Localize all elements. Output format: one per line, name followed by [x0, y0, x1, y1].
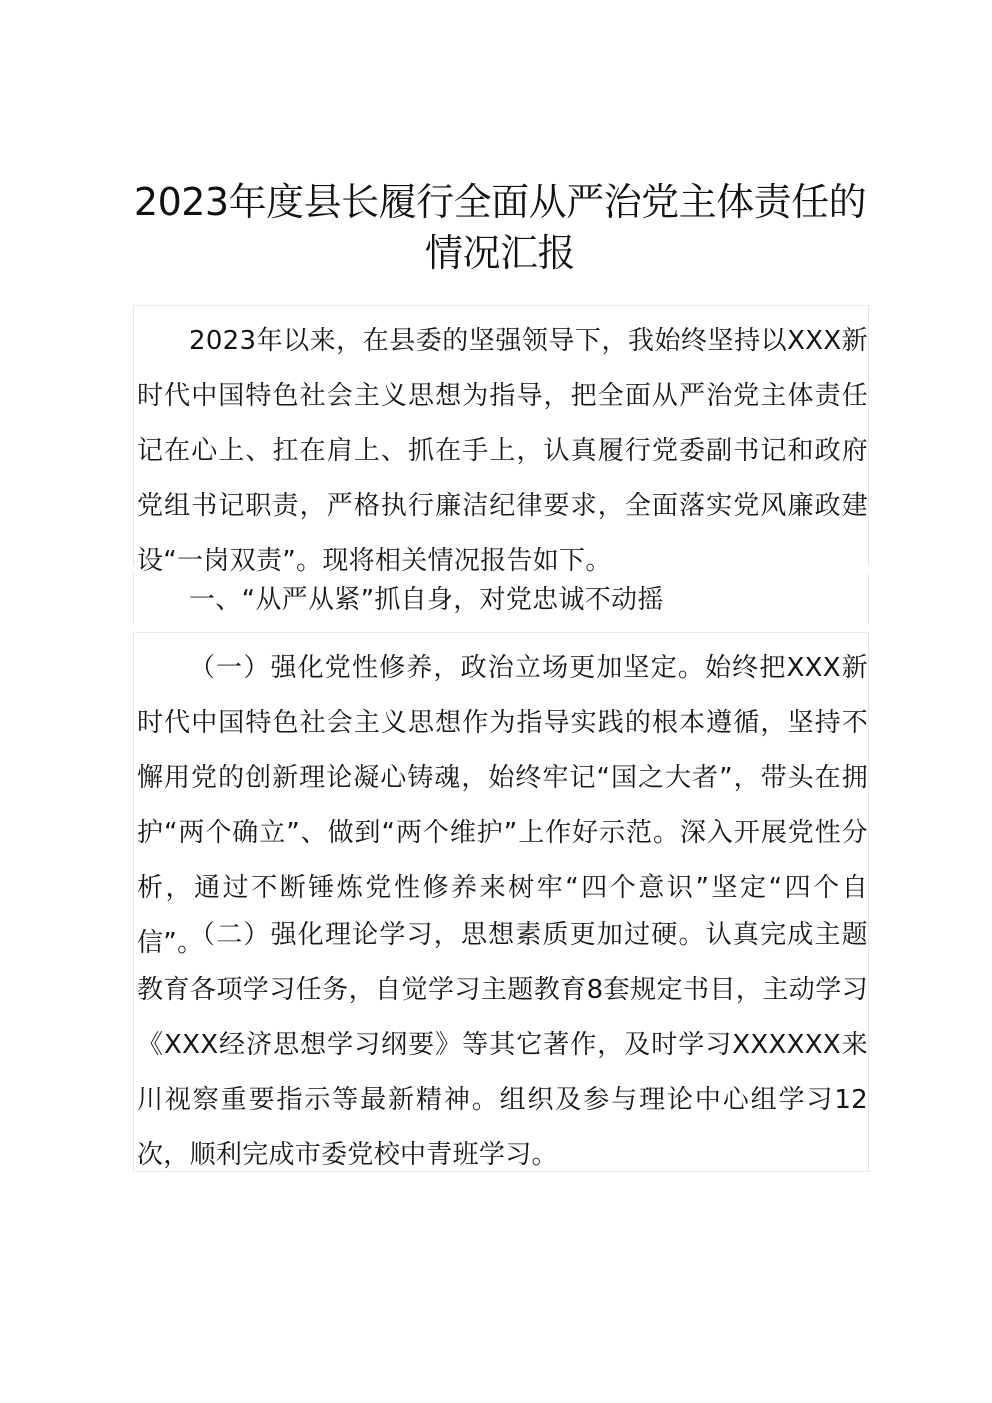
- document-title-line-1: 2023年度县长履行全面从严治党主体责任的: [133, 180, 867, 224]
- section-1-item-2-block: [133, 900, 869, 1172]
- intro-paragraph: 2023年以来，在县委的坚强领导下，我始终坚持以XXX新时代中国特色社会主义思想为指导，把全面从严治党主体责任记在心上、扛在肩上、抓在手上，认真履行党委副书记和政府党组书记职责，严格执行廉洁纪律要求，全面落实党风廉政建设“一岗双责”。现将相关情况报告如下。: [137, 326, 868, 576]
- section-1-heading: 一、“从严从紧”抓自身，对党忠诚不动摇: [189, 585, 664, 615]
- section-1-item-2-paragraph: （二）强化理论学习，思想素质更加过硬。认真完成主题教育各项学习任务，自觉学习主题教育8套规定书目，主动学习《XXX经济思想学习纲要》等其它著作，及时学习XXXXXX来川视察重要指示等最新精神。组织及参与理论中心组学习12次，顺利完成市委党校中青班学习。: [137, 920, 868, 1170]
- section-1-item-1-paragraph: （一）强化党性修养，政治立场更加坚定。始终把XXX新时代中国特色社会主义思想作为指导实践的根本遵循，坚持不懈用党的创新理论凝心铸魂，始终牢记“国之大者”，带头在拥护“两个确立”、做到“两个维护”上作好示范。深入开展党性分析，通过不断锤炼党性修养来树牢“四个意识”坚定“四个自信”。: [137, 653, 868, 958]
- document-title-line-2: 情况汇报: [424, 231, 575, 275]
- section-1-item-1-block: [133, 632, 869, 958]
- section-1-heading-block: [133, 573, 869, 625]
- intro-block: [133, 305, 869, 576]
